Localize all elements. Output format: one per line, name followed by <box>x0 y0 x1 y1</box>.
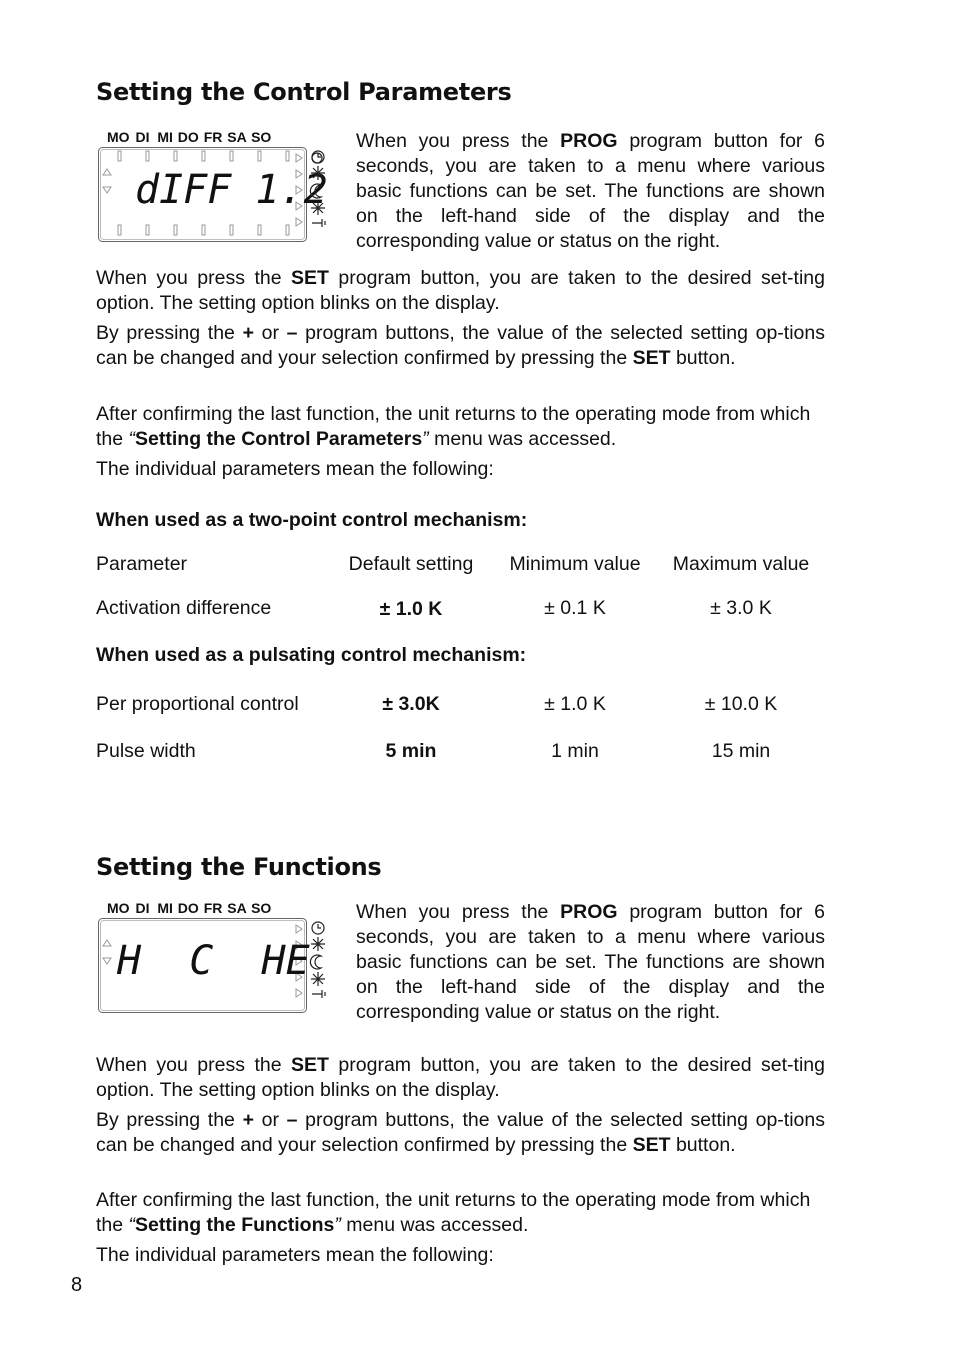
header-default: Default setting <box>348 553 474 575</box>
lcd-display-diff <box>97 127 328 247</box>
paragraph-confirm-1: After confirming the last function, the unit returns to the operating mode from which the “Setting the Control Parameters” menu was accessed. <box>96 403 811 450</box>
table-cell-min: 1 min <box>551 740 599 762</box>
moon-icon <box>310 955 321 969</box>
header-maximum: Maximum value <box>672 553 810 575</box>
paragraph-set-button-1: When you press the SET program button, you are taken to the desired set-ting option. The setting option blinks on the display. <box>96 267 825 314</box>
intro-paragraph-1: When you press the PROG program button for 6 seconds, you are taken to a menu where various basic functions can be set. The functions are shown on the left-hand side of the display and the corresponding value or status on the right. <box>356 130 825 252</box>
table-cell-default: 5 min <box>385 740 437 762</box>
paragraph-set-button-2: When you press the SET program button, you are taken to the desired set-ting option. The setting option blinks on the display. <box>96 1054 825 1101</box>
pulsating-heading: When used as a pulsating control mechanism: <box>96 644 527 666</box>
table-cell-min: ± 1.0 K <box>544 693 606 715</box>
page-number: 8 <box>71 1274 83 1296</box>
table-cell-default: ± 1.0 K <box>379 598 443 620</box>
lcd-day-labels: MO DI MI DO FR SA SO <box>107 900 272 916</box>
lcd-side-icons <box>309 920 329 1000</box>
key-icon <box>312 990 325 998</box>
table-row-label: Pulse width <box>96 740 196 762</box>
header-minimum: Minimum value <box>509 553 641 575</box>
moon-icon <box>310 184 321 198</box>
table-cell-max: ± 10.0 K <box>704 693 778 715</box>
table-cell-max: ± 3.0 K <box>710 597 772 619</box>
paragraph-parameters-mean-1: The individual parameters mean the following: <box>96 458 494 480</box>
key-icon <box>312 219 325 227</box>
paragraph-plus-minus-2: By pressing the + or – program buttons, the value of the selected setting op-tions can be changed and your selection confirmed by pressing the SET button. <box>96 1109 825 1156</box>
section-title-control-parameters: Setting the Control Parameters <box>96 78 512 106</box>
table-cell-max: 15 min <box>711 740 771 762</box>
table-row-label: Per proportional control <box>96 693 299 715</box>
lcd-display-hc-he <box>97 898 310 1018</box>
table-row-label: Activation difference <box>96 597 272 619</box>
header-parameter: Parameter <box>96 553 188 575</box>
paragraph-parameters-mean-2: The individual parameters mean the following: <box>96 1244 494 1266</box>
lcd-value-text: H C HE <box>117 938 310 984</box>
table-cell-min: ± 0.1 K <box>544 597 606 619</box>
lcd-day-labels: MO DI MI DO FR SA SO <box>107 129 272 145</box>
paragraph-plus-minus-1: By pressing the + or – program buttons, the value of the selected setting op-tions can be changed and your selection confirmed by pressing the SET button. <box>96 322 825 369</box>
snowflake-icon <box>311 972 325 986</box>
table-cell-default: ± 3.0K <box>382 693 440 715</box>
sun-icon <box>311 166 325 180</box>
lcd-side-icons <box>309 149 329 229</box>
sun-icon <box>311 937 325 951</box>
paragraph-confirm-2: After confirming the last function, the unit returns to the operating mode from which the “Setting the Functions” menu was accessed. <box>96 1189 811 1236</box>
lcd-value-text: dIFF 1.2 <box>135 167 328 213</box>
snowflake-icon <box>311 201 325 215</box>
two-point-heading: When used as a two-point control mechanism: <box>96 509 528 531</box>
intro-paragraph-2: When you press the PROG program button for 6 seconds, you are taken to a menu where various basic functions can be set. The functions are shown on the left-hand side of the display and the corresponding value or status on the right. <box>356 901 825 1023</box>
section-title-functions: Setting the Functions <box>96 853 382 881</box>
